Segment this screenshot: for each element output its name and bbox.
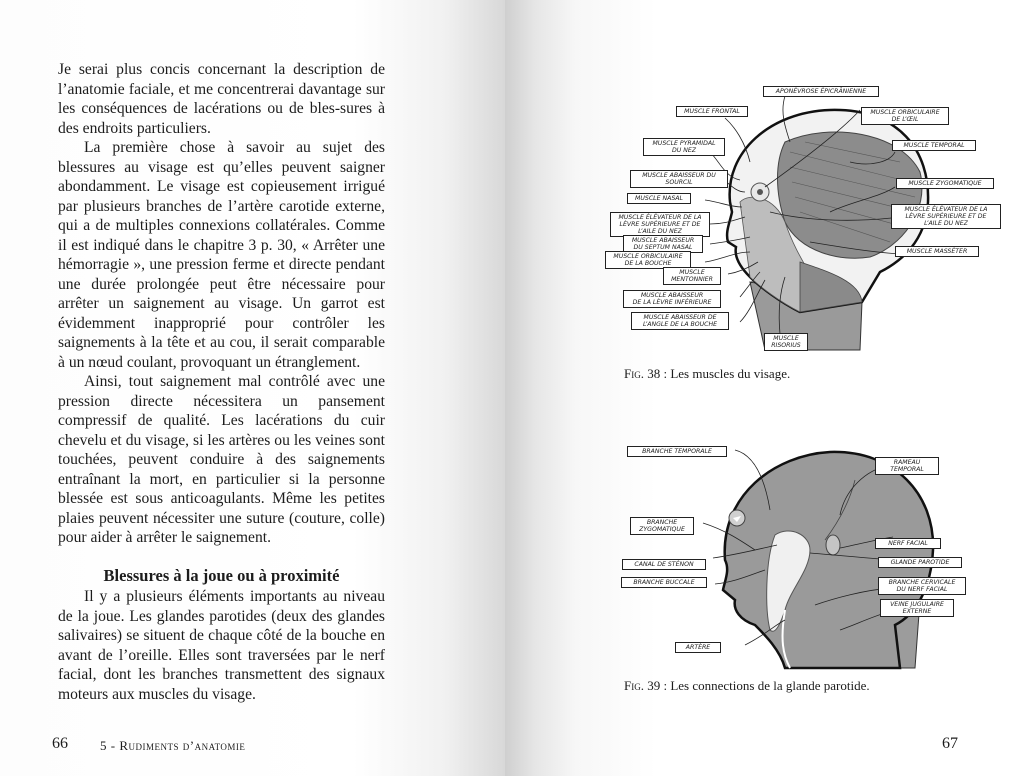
figure-39-label: BRANCHE ZYGOMATIQUE bbox=[630, 517, 694, 535]
page-number-right: 67 bbox=[942, 735, 958, 752]
figure-38-label: MUSCLE TEMPORAL bbox=[892, 140, 976, 151]
figure-38-label: MUSCLE ZYGOMATIQUE bbox=[896, 178, 994, 189]
figure-39-caption bbox=[624, 678, 870, 694]
paragraph-1: Je serai plus concis concernant la description de l’anatomie faciale, et me concentrerai davantage sur les conséquences de lacérations ou de bles-sures à des endroits particuliers. bbox=[58, 61, 385, 137]
figure-38-label: MUSCLE NASAL bbox=[627, 193, 691, 204]
paragraph-3: Ainsi, tout saignement mal contrôlé avec une pression directe nécessitera un pansement compressif de qualité. Les lacérations du cuir chevelu et du visage, si les artères ou les veines sont touchées, peuvent conduire à des saignements entraînant la mort, en particulier si la personne blessée est sous anticoagulants. Même les petites plaies peuvent nécessiter une suture (couture, colle) pour aider à arrêter le saignement. bbox=[58, 373, 385, 546]
figure-38-label: MUSCLE PYRAMIDAL DU NEZ bbox=[643, 138, 725, 156]
figure-39-number: Fig. 39 bbox=[624, 678, 661, 693]
figure-39-label: RAMEAU TEMPORAL bbox=[875, 457, 939, 475]
figure-39-label: ARTÈRE bbox=[675, 642, 721, 653]
figure-38-label: MUSCLE ORBICULAIRE DE L’ŒIL bbox=[861, 107, 949, 125]
left-page-body bbox=[58, 60, 385, 704]
running-head: 5 - Rudiments d’anatomie bbox=[100, 738, 246, 753]
figure-38-label: MUSCLE ABAISSEUR DU SEPTUM NASAL bbox=[623, 235, 703, 253]
figure-38-label: MUSCLE ABAISSEUR DE L’ANGLE DE LA BOUCHE bbox=[631, 312, 729, 330]
figure-39-label: GLANDE PAROTIDE bbox=[878, 557, 962, 568]
paragraph-2: La première chose à savoir au sujet des blessures au visage est qu’elles peuvent saigner abondamment. Le visage est copieusement irrigué par plusieurs branches de l’artère carotide externe, qui a de multiples connexions collatérales. Comme il est indiqué dans le chapitre 3 p. 30, « Arrêter une hémorragie », une pression ferme et directe pendant une durée prolongée peut être nécessaire pour arrêter un saignement au visage. Un garrot est évidemment inapproprié pour contrôler les saignements à la tête et au cou, il serait comparable à un nœud coulant, provoquant un étranglement. bbox=[58, 139, 385, 371]
figure-38-label: MUSCLE ÉLÉVATEUR DE LA LÈVRE SUPÉRIEURE ET DE L’AILE DU NEZ bbox=[610, 212, 710, 237]
figure-38-label: MUSCLE ÉLÉVATEUR DE LA LÈVRE SUPÉRIEURE ET DE L’AILE DU NEZ bbox=[891, 204, 1001, 229]
figure-39-label: BRANCHE BUCCALE bbox=[621, 577, 707, 588]
figure-38-label: MUSCLE MASSÉTER bbox=[895, 246, 979, 257]
figure-39-label: NERF FACIAL bbox=[875, 538, 941, 549]
section-title: Blessures à la joue ou à proximité bbox=[103, 565, 340, 585]
figure-38-label: MUSCLE RISORIUS bbox=[764, 333, 808, 351]
figure-39-label: CANAL DE STÉNON bbox=[622, 559, 706, 570]
figure-38-label: MUSCLE FRONTAL bbox=[676, 106, 748, 117]
figure-38-label: MUSCLE ABAISSEUR DE LA LÈVRE INFÉRIEURE bbox=[623, 290, 721, 308]
figure-39-label: BRANCHE CERVICALE DU NERF FACIAL bbox=[878, 577, 966, 595]
figure-39-caption-text: : Les connections de la glande parotide. bbox=[660, 678, 870, 693]
figure-38-label: MUSCLE MENTONNIER bbox=[663, 267, 721, 285]
figure-38-label: MUSCLE ABAISSEUR DU SOURCIL bbox=[630, 170, 728, 188]
section-paragraph: Il y a plusieurs éléments importants au niveau de la joue. Les glandes parotides (deux des glandes salivaires) se situent de chaque côté de la bouche en avant de l’oreille. Elles sont traversées par le nerf facial, dont les branches transmettent des signaux moteurs aux muscles du visage. bbox=[58, 588, 385, 703]
page-number-left: 66 bbox=[52, 735, 68, 752]
figure-38-label: MUSCLE ORBICULAIRE DE LA BOUCHE bbox=[605, 251, 691, 269]
figure-38-label: APONÉVROSE ÉPICRÂNIENNE bbox=[763, 86, 879, 97]
figure-39-label: VEINE JUGULAIRE EXTERNE bbox=[880, 599, 954, 617]
figure-38-caption-text: : Les muscles du visage. bbox=[660, 366, 791, 381]
figure-39-label: BRANCHE TEMPORALE bbox=[627, 446, 727, 457]
figure-38-caption bbox=[624, 366, 790, 382]
right-page bbox=[505, 0, 1010, 776]
figure-38-number: Fig. 38 bbox=[624, 366, 661, 381]
figure-39-parotid-gland bbox=[615, 440, 1005, 670]
